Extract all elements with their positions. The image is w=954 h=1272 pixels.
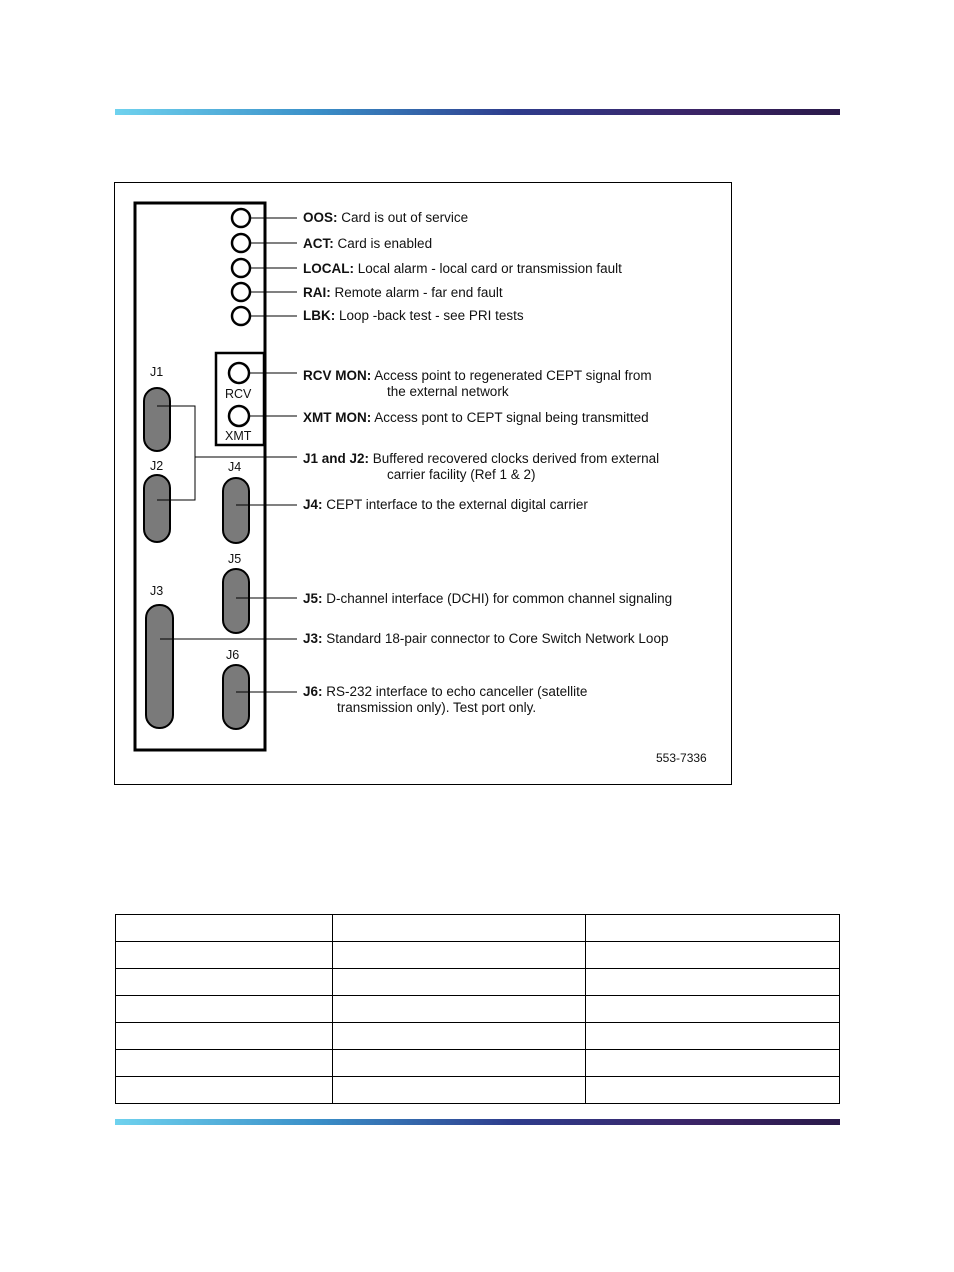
header-rule	[115, 109, 840, 115]
j6-description: J6: RS-232 interface to echo canceller (satellite transmission only). Test port only.	[303, 684, 588, 715]
led-lbk-icon	[232, 307, 250, 325]
j1-j2-description: J1 and J2: Buffered recovered clocks derived from external carrier facility (Ref 1 & 2)	[303, 451, 660, 482]
connector-j4	[223, 478, 249, 543]
rcv-mon-label: RCV MON: Access point to regenerated CEPT signal from the external network	[303, 368, 652, 399]
table-row	[116, 1023, 840, 1050]
faceplate-figure	[114, 182, 732, 785]
j5-label: J5	[228, 552, 242, 566]
led-local-icon	[232, 259, 250, 277]
footer-rule	[115, 1119, 840, 1125]
table-row	[116, 915, 840, 942]
table-row	[116, 969, 840, 996]
connector-j5	[223, 569, 249, 633]
table-row	[116, 942, 840, 969]
j6-label: J6	[226, 648, 240, 662]
led-act-label: ACT: Card is enabled	[303, 236, 433, 251]
led-oos-icon	[232, 209, 250, 227]
j5-description: J5: D-channel interface (DCHI) for common channel signaling	[303, 591, 673, 606]
table-row	[116, 996, 840, 1023]
connector-j2	[144, 475, 170, 542]
j4-label: J4	[228, 460, 242, 474]
rcv-jack-icon	[229, 363, 249, 383]
j3-label: J3	[150, 584, 164, 598]
data-table	[115, 914, 840, 1104]
j2-label: J2	[150, 459, 164, 473]
table-row	[116, 1077, 840, 1104]
connector-j3	[146, 605, 173, 728]
j1-label: J1	[150, 365, 164, 379]
led-rai-label: RAI: Remote alarm - far end fault	[303, 285, 503, 300]
j3-description: J3: Standard 18-pair connector to Core Switch Network Loop	[303, 631, 669, 646]
connector-j1	[144, 388, 170, 451]
led-rai-icon	[232, 283, 250, 301]
j4-description: J4: CEPT interface to the external digital carrier	[303, 497, 588, 512]
figure-id: 553-7336	[656, 751, 707, 765]
rcv-jack-label: RCV	[225, 387, 252, 401]
xmt-jack-label: XMT	[225, 429, 252, 443]
led-local-label: LOCAL: Local alarm - local card or transmission fault	[303, 261, 622, 276]
led-oos-label: OOS: Card is out of service	[303, 210, 469, 225]
led-lbk-label: LBK: Loop -back test - see PRI tests	[303, 308, 524, 323]
connector-j6	[223, 665, 249, 729]
xmt-jack-icon	[229, 406, 249, 426]
xmt-mon-label: XMT MON: Access pont to CEPT signal being transmitted	[303, 410, 649, 425]
led-act-icon	[232, 234, 250, 252]
table-row	[116, 1050, 840, 1077]
